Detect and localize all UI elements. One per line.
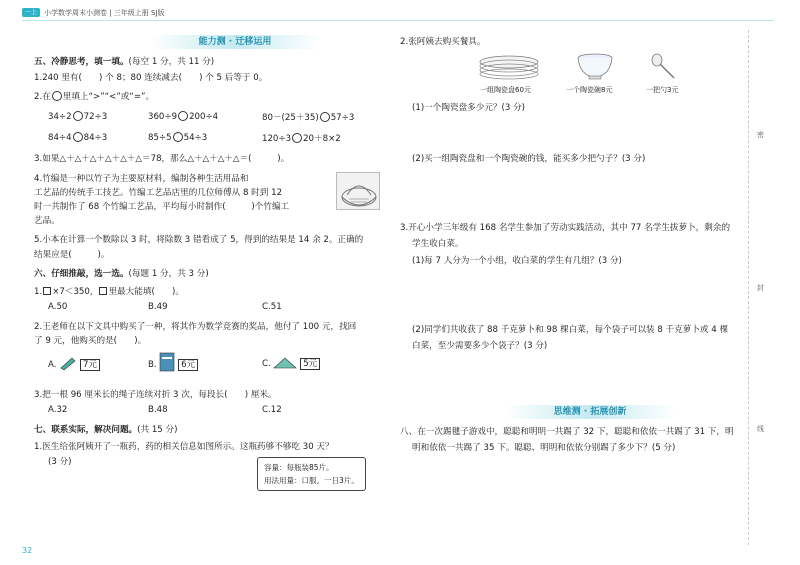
bamboo-basket-image bbox=[336, 172, 380, 210]
banner-ability: 能力测 · 迁移运用 bbox=[150, 35, 320, 49]
spoon-price-label: 一把勺3元 bbox=[646, 86, 679, 94]
s7-q3-part2-line1: (2)同学们共收获了 88 千克萝卜和 98 棵白菜，每个袋子可以装 8 千克萝卜或 4 棵 bbox=[412, 325, 729, 335]
medicine-info-box bbox=[257, 457, 366, 491]
s6-q2-opt-c: C. 5元 bbox=[262, 356, 320, 370]
binding-char-xian: 线 bbox=[757, 425, 764, 433]
ruler-set-icon bbox=[273, 356, 297, 369]
compare-circle bbox=[73, 132, 83, 142]
s7-q3-line2: 学生收白菜。 bbox=[412, 239, 464, 249]
section6-heading bbox=[34, 267, 209, 279]
page-number: 32 bbox=[22, 546, 33, 555]
s6-q1-opt-c: C.51 bbox=[262, 302, 282, 312]
compare-circle bbox=[178, 111, 188, 121]
header-title: 小学数学周末小测卷 | 三年级上册 SJ版 bbox=[44, 9, 165, 17]
compare-circle bbox=[292, 133, 302, 143]
price-tag: 7元 bbox=[80, 359, 100, 371]
s6-q1-opt-b: B.49 bbox=[148, 302, 168, 312]
s7-q1-line1: 1.医生给张阿姨开了一瓶药，药的相关信息如图所示。这瓶药够不够吃 30 天？ bbox=[34, 442, 334, 452]
plate-price-label: 一组陶瓷盘60元 bbox=[480, 86, 531, 94]
pencil-icon bbox=[59, 356, 77, 370]
blank-square bbox=[99, 287, 107, 295]
s5-q3: 3.如果△＋△＋△＋△＋△＋△＝78，那么△＋△＋△＋△＝( )。 bbox=[34, 154, 290, 164]
s6-q2-opt-a: A. 7元 bbox=[48, 356, 100, 371]
section5-note: (每空 1 分，共 11 分) bbox=[128, 57, 215, 67]
s5-q2-tail: 里填上“>”“<”或“=”。 bbox=[62, 92, 155, 102]
cmp-row2-c: 120÷3 20＋8×2 bbox=[262, 134, 341, 144]
s5-q4-line2: 工艺品的传统手工技艺。竹编工艺品店里的几位师傅从 8 时到 12 bbox=[34, 188, 283, 198]
compare-circle bbox=[52, 91, 62, 101]
s7-q2-part2: (2)买一组陶瓷盘和一个陶瓷碗的钱，能买多少把勺子？(3 分) bbox=[412, 154, 646, 164]
s6-q3-opt-b: B.48 bbox=[148, 405, 168, 415]
bowl-image bbox=[575, 50, 615, 85]
binding-dashed-line bbox=[748, 30, 749, 545]
s7-q3-line1: 3.开心小学三年级有 168 名学生参加了劳动实践活动，其中 77 名学生拔萝卜，剩余的 bbox=[400, 223, 731, 233]
s5-q5-line2: 结果应是( )。 bbox=[34, 250, 110, 260]
blank-square bbox=[43, 287, 51, 295]
section7-heading bbox=[34, 423, 177, 435]
plates-image bbox=[478, 52, 540, 83]
s7-q1-line2: (3 分) bbox=[48, 457, 72, 467]
section7-title: 七、联系实际，解决问题。 bbox=[34, 425, 138, 435]
s6-q3-opt-a: A.32 bbox=[48, 405, 68, 415]
binding-char-mi: 密 bbox=[757, 131, 764, 139]
grade-badge: 一上 bbox=[22, 8, 40, 17]
banner-thinking: 思维测 · 拓展创新 bbox=[505, 405, 675, 419]
s5-q1: 1.240 里有( ) 个 8；80 连续减去( ) 个 5 后等于 0。 bbox=[34, 73, 268, 83]
cmp-row2-a: 84÷4 84÷3 bbox=[48, 133, 108, 143]
cmp-row1-b: 360÷9 200÷4 bbox=[148, 112, 219, 122]
s6-q3-opt-c: C.12 bbox=[262, 405, 282, 415]
notebook-icon bbox=[159, 352, 175, 372]
medicine-dosage: 用法用量：口服。一日3片。 bbox=[264, 476, 359, 485]
s6-q2-opt-b: B. 6元 bbox=[148, 352, 198, 372]
s5-q4-line1: 4.竹编是一种以竹子为主要原材料，编制各种生活用品和 bbox=[34, 174, 249, 184]
s7-q2: 2.张阿姨去购买餐具。 bbox=[400, 37, 486, 47]
binding-char-feng: 封 bbox=[757, 284, 764, 292]
s6-q1-opt-a: A.50 bbox=[48, 302, 68, 312]
s8-line2: 明和依依一共踢了 35 下。聪聪、明明和依依分别踢了多少下？(5 分) bbox=[412, 443, 676, 453]
s7-q3-part1: (1)每 7 人分为一个小组，收白菜的学生有几组？(3 分) bbox=[412, 256, 622, 266]
s5-q2 bbox=[34, 90, 154, 102]
s6-q2-line1: 2.王老师在以下文具中购买了一种，将其作为数学竞赛的奖品，他付了 100 元，找回 bbox=[34, 322, 357, 332]
price-tag: 5元 bbox=[300, 358, 320, 370]
s5-q4-line3: 时一共制作了 68 个竹编工艺品，平均每小时制作( )个竹编工 bbox=[34, 202, 290, 212]
s7-q3-part2-line2: 白菜，至少需要多少个袋子？(3 分) bbox=[412, 341, 548, 351]
medicine-capacity: 容量：每瓶装85片。 bbox=[264, 463, 334, 472]
s5-q5-line1: 5.小本在计算一个数除以 3 时，将除数 3 错看成了 5，得到的结果是 14 余 2。正确的 bbox=[34, 235, 364, 245]
cmp-row2-b: 85÷5 54÷3 bbox=[148, 133, 208, 143]
s8-line1: 八、在一次踢毽子游戏中，聪聪和明明一共踢了 32 下，聪聪和依依一共踢了 31 下，明 bbox=[400, 427, 734, 437]
section5-heading bbox=[34, 55, 214, 67]
compare-circle bbox=[73, 111, 83, 121]
s6-q3: 3.把一根 96 厘米长的绳子连续对折 3 次，每段长( ) 厘米。 bbox=[34, 390, 277, 400]
cmp-row1-c: 80－(25＋35) 57÷3 bbox=[262, 113, 355, 123]
s7-q2-part1: (1)一个陶瓷盘多少元？(3 分) bbox=[412, 103, 526, 113]
section6-title: 六、仔细推敲，选一选。 bbox=[34, 269, 129, 279]
compare-circle bbox=[173, 132, 183, 142]
s6-q1: 1. ×7＜350， 里最大能填( )。 bbox=[34, 287, 184, 297]
compare-circle bbox=[320, 112, 330, 122]
section5-title: 五、冷静思考，填一填。 bbox=[34, 57, 129, 67]
section6-note: (每题 1 分，共 3 分) bbox=[128, 269, 209, 279]
bowl-price-label: 一个陶瓷碗8元 bbox=[566, 86, 613, 94]
cmp-row1-a: 34÷2 72÷3 bbox=[48, 112, 108, 122]
section7-note: (共 15 分) bbox=[137, 425, 178, 435]
price-tag: 6元 bbox=[178, 359, 198, 371]
s6-q2-line2: 了 9 元，他购买的是( )。 bbox=[34, 336, 147, 346]
s5-q4-line4: 艺品。 bbox=[34, 216, 60, 226]
header-divider bbox=[22, 20, 774, 21]
s5-q2-lead: 2.在 bbox=[34, 92, 51, 102]
spoon-image bbox=[650, 52, 676, 83]
